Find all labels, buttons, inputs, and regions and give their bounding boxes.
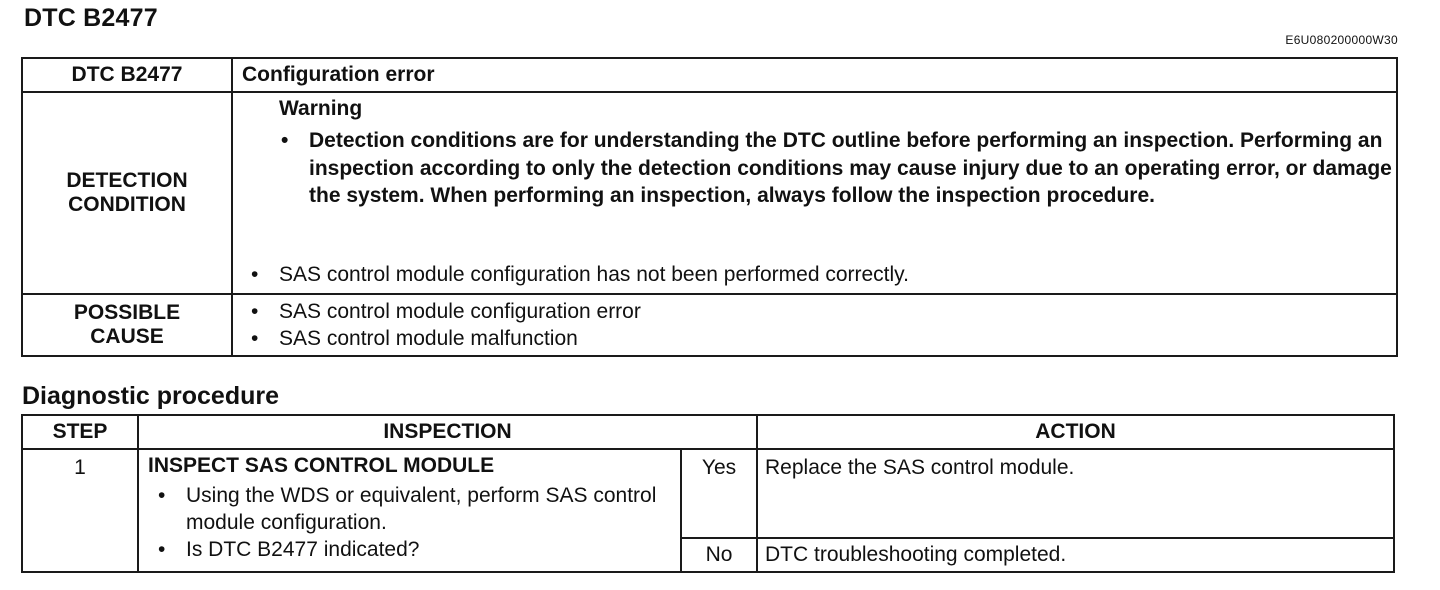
procedure-header-row xyxy=(22,415,1394,449)
yes-action: Replace the SAS control module. xyxy=(757,449,1394,538)
warning-heading: Warning xyxy=(279,97,363,120)
bullet-icon: • xyxy=(251,327,259,350)
page-title: DTC B2477 xyxy=(24,4,158,32)
list-item xyxy=(156,536,672,563)
bullet-icon: • xyxy=(281,129,289,152)
dtc-code-label: DTC B2477 xyxy=(22,58,232,92)
inspection-title: INSPECT SAS CONTROL MODULE xyxy=(148,454,495,477)
step-number: 1 xyxy=(22,449,138,572)
possible-cause-label xyxy=(22,294,232,356)
possible-cause-content xyxy=(232,294,1397,356)
dtc-code-description: Configuration error xyxy=(232,58,1397,92)
inspection-header: INSPECTION xyxy=(138,415,757,449)
warning-text-body: Detection conditions are for understanding the DTC outline before performing an inspection. Performing an inspection according to only the detection conditions may cause injury due to an operating error, or damage the system. When performing an inspection, always follow the inspection procedure. xyxy=(309,129,1392,207)
detection-label-line1: DETECTION xyxy=(66,169,188,192)
cause-item-text: SAS control module malfunction xyxy=(279,327,578,350)
section-title: Diagnostic procedure xyxy=(22,382,279,410)
bullet-icon: • xyxy=(251,263,259,286)
cause-label-line2: CAUSE xyxy=(90,325,164,348)
no-action: DTC troubleshooting completed. xyxy=(757,538,1394,572)
document-code: E6U080200000W30 xyxy=(1285,33,1398,47)
detection-label-line2: CONDITION xyxy=(68,193,186,216)
step-header: STEP xyxy=(22,415,138,449)
detection-condition-row xyxy=(22,92,1397,294)
bullet-icon: • xyxy=(158,538,166,561)
possible-cause-row xyxy=(22,294,1397,356)
dtc-header-row xyxy=(22,58,1397,92)
list-item xyxy=(249,298,641,325)
detection-condition-content xyxy=(232,92,1397,294)
dtc-info-table xyxy=(21,57,1398,357)
yes-label: Yes xyxy=(681,449,757,538)
list-item xyxy=(156,482,672,536)
table-row xyxy=(22,449,1394,538)
action-header: ACTION xyxy=(757,415,1394,449)
no-label: No xyxy=(681,538,757,572)
detection-condition-item xyxy=(249,263,909,287)
bullet-icon: • xyxy=(251,300,259,323)
possible-cause-list xyxy=(249,298,641,352)
detection-condition-label xyxy=(22,92,232,294)
cause-item-text: SAS control module configuration error xyxy=(279,300,641,323)
diagnostic-procedure-table xyxy=(21,414,1395,573)
inspection-question-text: Is DTC B2477 indicated? xyxy=(186,538,420,561)
detection-condition-text: SAS control module configuration has not been performed correctly. xyxy=(279,263,909,286)
warning-text xyxy=(279,127,1419,210)
cause-label-line1: POSSIBLE xyxy=(73,301,181,324)
inspection-content xyxy=(138,449,681,572)
list-item xyxy=(249,325,641,352)
bullet-icon: • xyxy=(158,484,166,507)
inspection-step-text: Using the WDS or equivalent, perform SAS control module configuration. xyxy=(186,484,657,534)
